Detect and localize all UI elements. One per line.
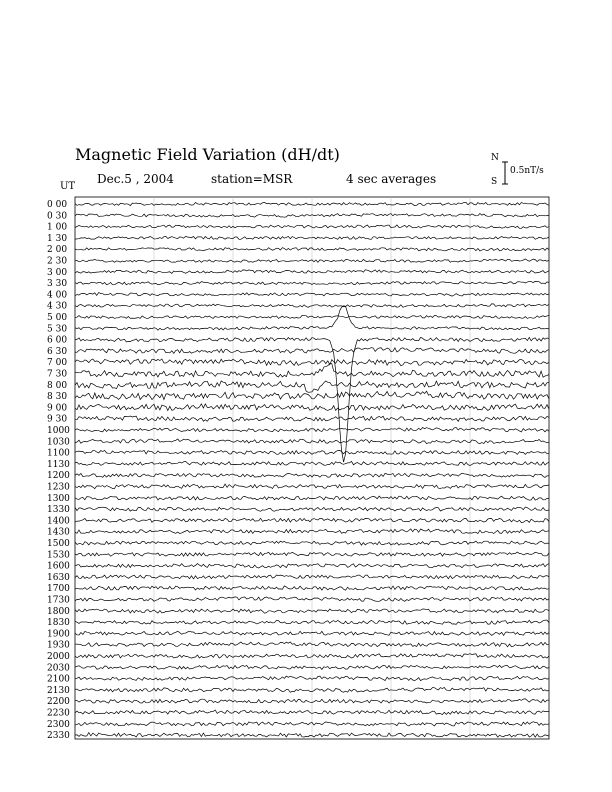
trace-label: 2300 [47,719,70,730]
trace-label: 4 30 [47,301,68,312]
trace-labels [47,200,70,741]
grid-lines [154,197,470,739]
trace-label: 9 00 [47,403,68,414]
trace-label: 1 30 [47,233,68,244]
trace-label: 7 00 [47,358,68,369]
trace-label: 2 00 [47,245,68,256]
trace-label: 1530 [47,550,70,561]
trace-label: 2200 [47,697,70,708]
trace-label: 7 30 [47,369,68,380]
trace-label: 1330 [47,505,70,516]
trace-label: 1000 [47,426,70,436]
scale-value-label: 0.5nT/s [510,166,544,176]
trace-label: 5 00 [47,313,68,323]
trace-label: 3 00 [47,267,68,278]
trace-label: 1930 [47,640,70,651]
scale-north-label: N [491,153,499,163]
averaging-label: 4 sec averages [346,172,437,186]
trace-label: 2230 [47,708,70,719]
trace-label: 1100 [47,448,70,459]
trace-label: 1300 [47,493,70,504]
trace-label: 1600 [47,561,70,572]
y-axis-title: UT [60,181,76,192]
trace-label: 3 30 [47,279,68,290]
chart-title: Magnetic Field Variation (dH/dt) [75,145,340,164]
trace-label: 2100 [47,674,70,685]
trace-label: 2330 [47,731,70,742]
trace-label: 1430 [47,527,70,538]
trace-label: 6 30 [47,346,68,357]
trace-label: 9 30 [47,414,68,425]
trace-label: 1400 [47,516,70,527]
trace-label: 1730 [47,595,70,606]
trace-label: 4 00 [47,290,68,301]
trace-label: 1630 [47,572,70,583]
trace-label: 6 00 [47,335,68,346]
date-label: Dec.5 , 2004 [97,172,174,186]
trace-label: 8 30 [47,392,68,403]
trace-label: 1830 [47,618,70,629]
trace-label: 1 00 [47,222,68,233]
trace-label: 8 00 [47,380,68,391]
scale-south-label: S [491,177,498,187]
trace-label: 1030 [47,437,70,448]
station-label: station=MSR [211,172,293,186]
trace-label: 1130 [47,459,70,470]
trace-label: 1200 [47,471,70,482]
trace-label: 0 00 [47,200,68,210]
trace-label: 2030 [47,663,70,674]
trace-label: 2000 [47,652,70,662]
trace-label: 1230 [47,482,70,493]
trace-label: 1700 [47,584,70,595]
trace-label: 0 30 [47,211,68,222]
trace-label: 1800 [47,606,70,617]
trace-label: 1500 [47,539,70,549]
trace-label: 1900 [47,629,70,640]
trace-label: 5 30 [47,324,68,335]
trace-label: 2130 [47,685,70,696]
trace-label: 2 30 [47,256,68,267]
